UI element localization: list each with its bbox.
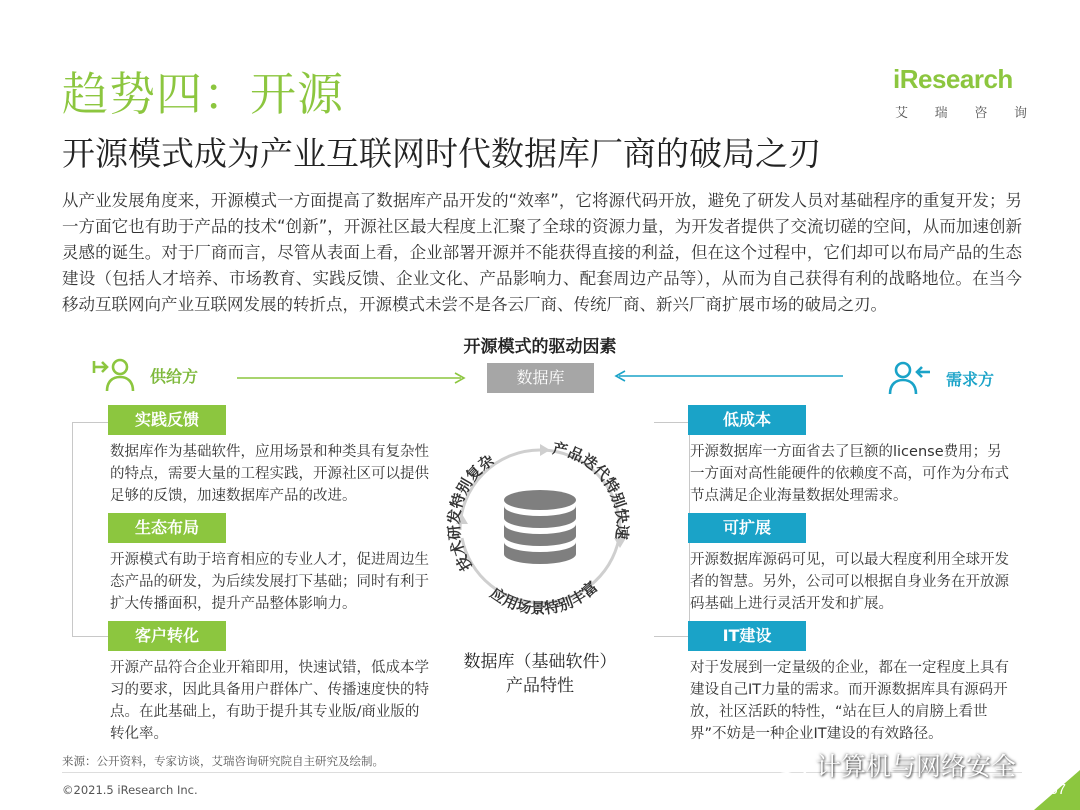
- demand-arrow: [612, 369, 845, 383]
- desc-customer-conversion: 开源产品符合企业开箱即用，快速试错，低成本学习的要求，因此具备用户群体广、传播速度快的特点。在此基础上，有助于提升其专业版/商业版的转化率。: [110, 660, 429, 742]
- database-icon: [504, 490, 576, 564]
- center-database-box: 数据库: [487, 363, 594, 393]
- wechat-icon: [772, 751, 808, 779]
- iresearch-logo: [893, 64, 1033, 124]
- page-corner: [1010, 770, 1080, 810]
- desc-ecosystem: 开源模式有助于培育相应的专业人才，促进周边生态产品的研发，为后续发展打下基础；同时有利于扩大传播面积，提升产品整体影响力。: [110, 552, 429, 612]
- supply-arrow: [235, 371, 468, 385]
- logo-subtitle: [895, 102, 1027, 121]
- logo-char: 咨: [974, 106, 988, 121]
- copyright: ©2021.5 iResearch Inc.: [62, 783, 198, 797]
- demand-label: 需求方: [946, 369, 995, 389]
- desc-it-construction: 对于发展到一定量级的企业，都在一定程度上具有建设自己IT力量的需求。而开源数据库具有源码开放，社区活跃的特性，“站在巨人的肩膀上看世界”不妨是一种企业IT建设的有效路径。: [690, 660, 1009, 742]
- watermark: [772, 747, 1016, 783]
- page-title: 趋势四：开源: [62, 67, 344, 121]
- desc-low-cost: 开源数据库一方面省去了巨额的license费用；另一方面对高性能硬件的依赖度不高，可作为分布式节点满足企业海量数据处理需求。: [690, 444, 1009, 504]
- person-arrow-out-icon: [888, 360, 932, 396]
- tag-scalable: 可扩展: [688, 513, 806, 543]
- desc-practice-feedback: 数据库作为基础软件，应用场景和种类具有复杂性的特点，需要大量的工程实践，开源社区可以提供足够的反馈，加速数据库产品的改进。: [110, 444, 429, 504]
- demand-side: [888, 360, 994, 396]
- right-bracket: [654, 422, 690, 637]
- logo-char: 艾: [895, 106, 909, 121]
- tag-ecosystem: 生态布局: [108, 513, 226, 543]
- supply-side: [92, 357, 198, 393]
- ring-label-complex-rd: 技术研发特别复杂: [444, 450, 498, 574]
- ring-label-fast-iteration: 产品迭代特别快速: [551, 439, 632, 541]
- left-bracket: [72, 422, 108, 637]
- supply-label: 供给方: [150, 366, 199, 386]
- center-cycle-graphic: [430, 420, 650, 630]
- tag-it-construction: IT建设: [688, 621, 806, 651]
- page-number: 67: [1049, 781, 1066, 798]
- diagram-title: 开源模式的驱动因素: [463, 337, 617, 357]
- center-caption-line1: 数据库（基础软件）: [463, 652, 617, 672]
- center-caption-line2: 产品特性: [506, 676, 574, 696]
- ring-label-rich-scenarios: 应用场景特别丰富: [486, 577, 602, 618]
- source-note: 来源：公开资料，专家访谈，艾瑞咨询研究院自主研究及绘制。: [62, 754, 384, 768]
- watermark-text: 计算机与网络安全: [816, 752, 1017, 781]
- body-paragraph: 从产业发展角度来，开源模式一方面提高了数据库产品开发的“效率”，它将源代码开放，避免了研发人员对基础程序的重复开发；另一方面它也有助于产品的技术“创新”，开源社区最大程度上汇聚了全球的资源力量，为开发者提供了交流切磋的空间，从而加速创新灵感的诞生。对于厂商而言，尽管从表面上看，企业部署开源并不能获得直接的利益，但在这个过程中，它们却可以布局产品的生态建设（包括人才培养、市场教育、实践反馈、企业文化、产品影响力、配套周边产品等），从而为自己获得有利的战略地位。在当今移动互联网向产业互联网发展的转折点，开源模式未尝不是各云厂商、传统厂商、新兴厂商扩展市场的破局之刃。: [62, 191, 1022, 314]
- tag-practice-feedback: 实践反馈: [108, 405, 226, 435]
- page-subtitle: 开源模式成为产业互联网时代数据库厂商的破局之刃: [62, 134, 821, 173]
- tag-customer-conversion: 客户转化: [108, 621, 226, 651]
- center-caption: [440, 650, 640, 698]
- person-arrow-in-icon: [92, 357, 136, 393]
- logo-wordmark: iResearch: [893, 64, 1013, 94]
- tag-low-cost: 低成本: [688, 405, 806, 435]
- logo-char: 瑞: [934, 106, 948, 121]
- desc-scalable: 开源数据库源码可见，可以最大程度利用全球开发者的智慧。另外，公司可以根据自身业务在开放源码基础上进行灵活开发和扩展。: [690, 552, 1009, 612]
- logo-char: 询: [1013, 106, 1027, 121]
